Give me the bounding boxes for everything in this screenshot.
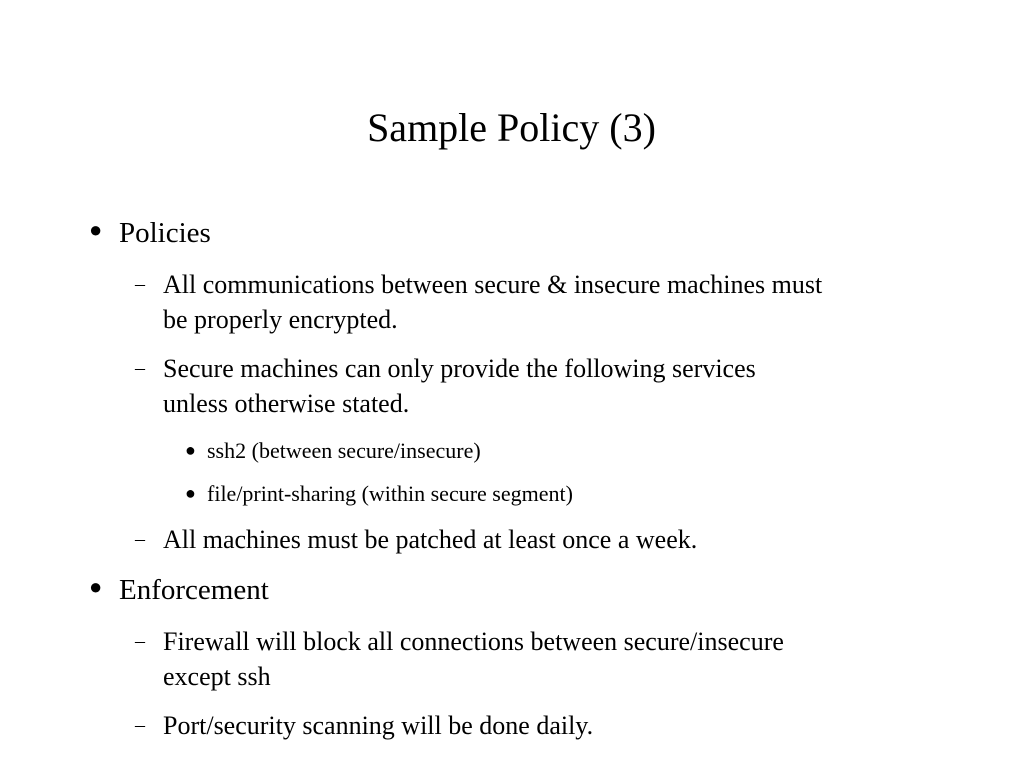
sub-bullet-line: All machines must be patched at least once a week. — [163, 525, 698, 554]
sub-bullet-line: Port/security scanning will be done daily. — [163, 711, 594, 740]
sub-bullet-line: be properly encrypted. — [163, 305, 398, 334]
dash-icon: – — [135, 528, 145, 550]
sub-bullet-line: unless otherwise stated. — [163, 389, 410, 418]
sub-bullet-line: Firewall will block all connections between secure/insecure — [163, 627, 784, 656]
sub-bullet-line: Secure machines can only provide the following services — [163, 354, 756, 383]
bullet-icon: ● — [89, 217, 103, 242]
bullet-icon: ● — [89, 574, 103, 599]
dash-icon: – — [135, 357, 145, 379]
sub-bullet-firewall — [135, 624, 784, 694]
third-bullet-text: ssh2 (between secure/insecure) — [207, 438, 481, 463]
bullet-icon: ● — [185, 440, 196, 460]
bullet-text: Enforcement — [119, 574, 269, 606]
slide-title: Sample Policy (3) — [367, 105, 656, 150]
bullet-text: Policies — [119, 217, 211, 249]
sub-bullet-scanning — [135, 708, 594, 743]
third-bullet-ssh2 — [185, 438, 481, 464]
third-bullet-file-sharing — [185, 481, 573, 507]
sub-bullet-line: All communications between secure & insecure machines must — [163, 270, 823, 299]
sub-bullet-services — [135, 351, 756, 421]
bullet-icon: ● — [185, 483, 196, 503]
sub-bullet-patching — [135, 522, 698, 557]
dash-icon: – — [135, 714, 145, 736]
bullet-policies — [89, 216, 211, 250]
bullet-enforcement — [89, 573, 269, 607]
sub-bullet-encryption — [135, 267, 823, 337]
sub-bullet-line: except ssh — [163, 662, 271, 691]
dash-icon: – — [135, 630, 145, 652]
dash-icon: – — [135, 273, 145, 295]
third-bullet-text: file/print-sharing (within secure segment) — [207, 481, 573, 506]
